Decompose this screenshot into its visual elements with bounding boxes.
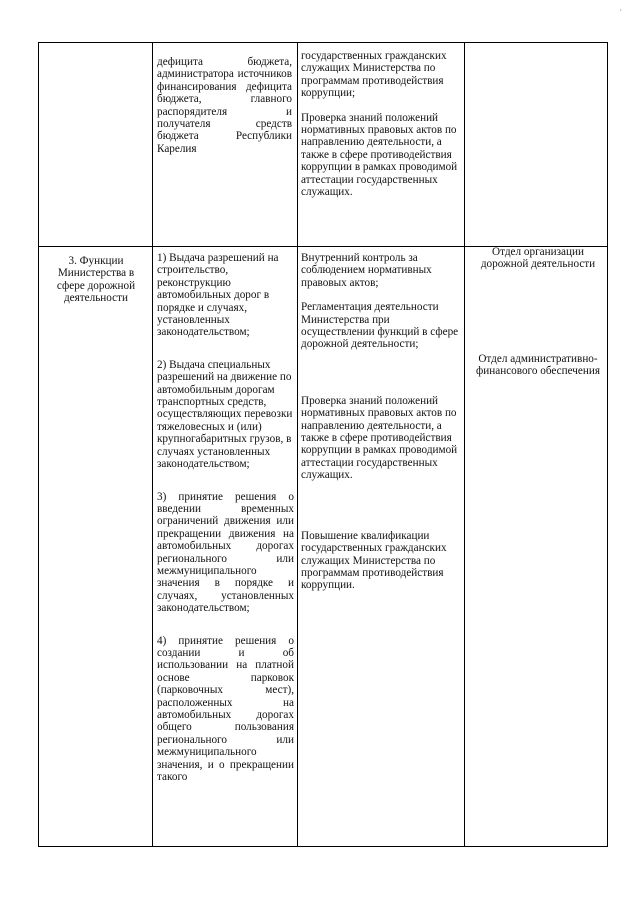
row2-measure-1: Внутренний контроль за соблюдением нормативных правовых актов; [301,252,432,289]
row1-measures-cell [301,50,461,198]
row2-responsible-1: Отдел организации дорожной деятельности [480,246,596,271]
column-divider [297,43,298,846]
row1-measure-2: Проверка знаний положений нормативных правовых актов по направлению деятельности, а также в сфере противодействия коррупции в рамках проводимой аттестации государственных служащих. [301,111,458,199]
row2-responsible-2: Отдел административно-финансового обеспечения [476,352,600,378]
row2-measure-2: Регламентация деятельности Министерства при осуществлении функций в сфере дорожной деятельности; [301,301,459,351]
row1-function-cell [157,56,292,155]
row2-responsible-cell [471,246,605,378]
row2-measure-4: Повышение квалификации государственных гражданских служащих Министерства по программам противодействия коррупции. [301,529,447,592]
row2-section-title: 3. Функции Министерства в сфере дорожной деятельности [56,255,136,305]
row2-section-cell [45,255,147,305]
row2-measures-cell [301,252,461,592]
row1-function-text: дефицита бюджета, администратора источников финансирования дефицита бюджета, главного распорядителя и получателя средств бюджета Республики Карелия [157,56,292,155]
row2-function-cell [157,252,294,783]
scan-artifact-dot: · [619,6,622,15]
row1-measure-1: государственных гражданских служащих Министерства по программам противодействия коррупции; [301,50,447,100]
row2-measure-3: Проверка знаний положений нормативных правовых актов по направлению деятельности, а также в сфере противодействия коррупции в рамках проводимой аттестации государственных служащих. [301,394,458,482]
row1-responsible-cell [465,43,609,246]
functions-table [38,42,608,847]
row1-number-cell [39,43,152,246]
row2-function-3: 3) принятие решения о введении временных ограничений движения или прекращении движения на автомобильных дорогах регионального или межмуниципального значения в порядке и случаях, установленных законодательством; [157,490,294,615]
column-divider [152,43,153,846]
row2-function-2: 2) Выдача специальных разрешений на движение по автомобильным дорогам транспортных средств, осуществляющих перевозки тяжеловесных и (или) крупногабаритных грузов, в случаях установленных законодательством; [157,358,293,471]
row2-function-1: 1) Выдача разрешений на строительство, реконструкцию автомобильных дорог в порядке и случаях, установленных законодательством; [157,252,279,339]
row2-function-4: 4) принятие решения о создании и об использовании на платной основе парковок (парковочных мест), расположенных на автомобильных дорогах общего пользования регионального или межмуниципального значения, и о прекращении такого [157,634,294,784]
